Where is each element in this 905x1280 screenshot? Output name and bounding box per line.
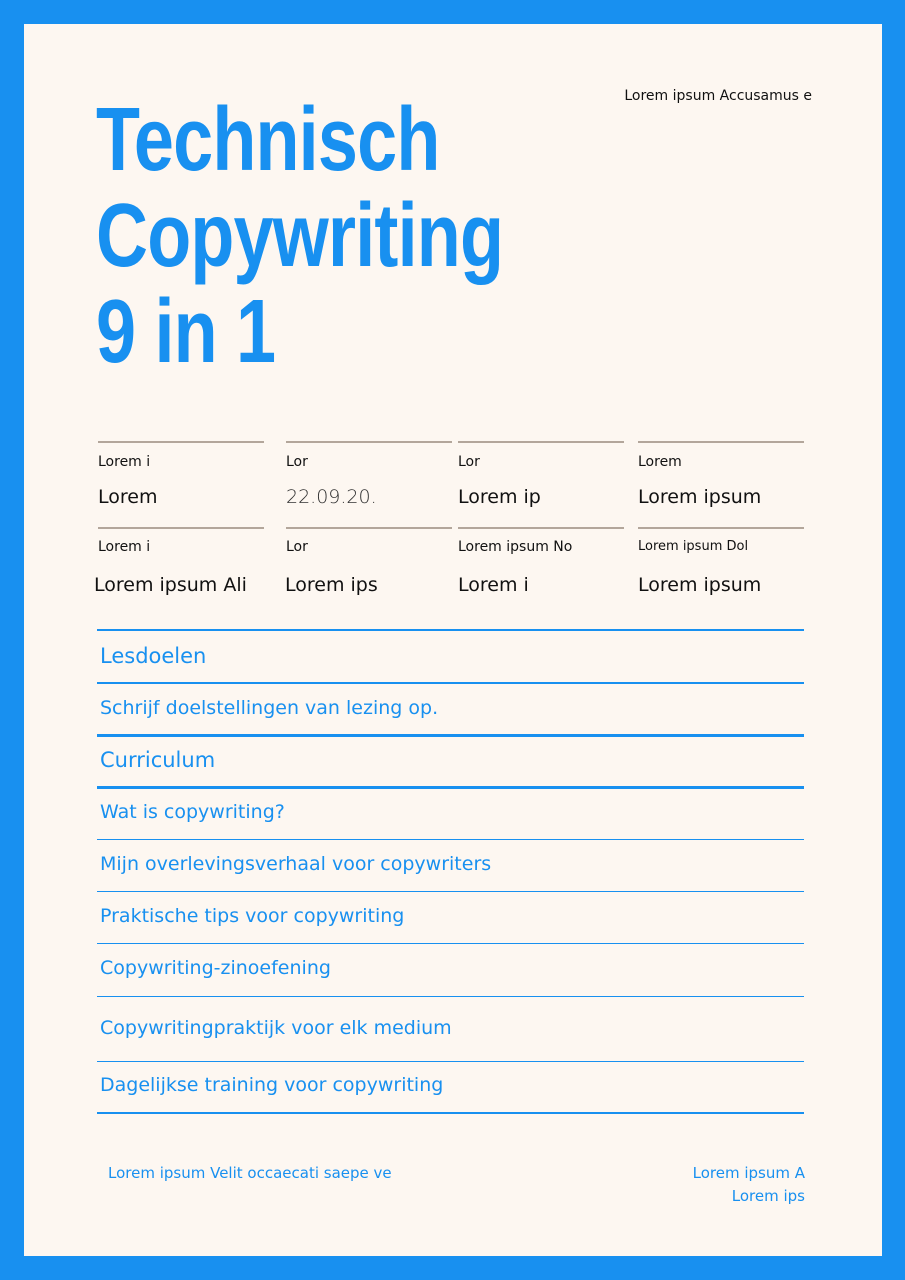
divider [638, 441, 804, 443]
info-value: Lorem ips [285, 574, 378, 596]
title-line: Copywriting [96, 186, 504, 286]
footer-left-text: Lorem ipsum Velit occaecati saepe ve [108, 1164, 392, 1182]
curriculum-item: Dagelijkse training voor copywriting [100, 1074, 444, 1096]
divider [97, 943, 804, 944]
divider [98, 527, 264, 529]
title-line: 9 in 1 [96, 282, 276, 382]
divider [97, 891, 804, 892]
curriculum-item: Praktische tips voor copywriting [100, 905, 405, 927]
info-value: Lorem [98, 486, 158, 508]
page-title [96, 92, 503, 380]
curriculum-item: Copywritingpraktijk voor elk medium [100, 1017, 452, 1039]
info-value-date: 22.09.20. [286, 486, 377, 508]
divider [97, 786, 804, 789]
goals-heading: Lesdoelen [100, 644, 207, 668]
info-label: Lorem i [98, 539, 151, 555]
goals-text: Schrijf doelstellingen van lezing op. [100, 697, 439, 719]
divider [458, 527, 624, 529]
divider [98, 441, 264, 443]
divider [97, 734, 804, 737]
footer-right-line2: Lorem ips [731, 1187, 805, 1205]
info-label: Lorem [638, 454, 682, 470]
info-value: Lorem ip [458, 486, 541, 508]
info-label: Lorem ipsum Dol [638, 539, 749, 554]
info-value: Lorem i [458, 574, 529, 596]
divider [97, 996, 804, 997]
divider [97, 629, 804, 631]
divider [286, 441, 452, 443]
divider [97, 1112, 804, 1114]
divider [97, 839, 804, 840]
info-value: Lorem ipsum Ali [94, 574, 247, 596]
footer-right-line1: Lorem ipsum A [692, 1164, 805, 1182]
divider [638, 527, 804, 529]
info-label: Lor [286, 539, 308, 555]
curriculum-item: Wat is copywriting? [100, 801, 285, 823]
info-value: Lorem ipsum [638, 574, 762, 596]
info-value: Lorem ipsum [638, 486, 762, 508]
divider [97, 1061, 804, 1062]
info-label: Lor [458, 454, 480, 470]
divider [97, 682, 804, 684]
curriculum-heading: Curriculum [100, 748, 216, 772]
divider [286, 527, 452, 529]
divider [458, 441, 624, 443]
title-line: Technisch [96, 90, 440, 190]
info-label: Lorem ipsum No [458, 539, 573, 555]
info-label: Lorem i [98, 454, 151, 470]
curriculum-item: Copywriting-zinoefening [100, 957, 331, 979]
top-right-text: Lorem ipsum Accusamus e [624, 88, 812, 104]
info-label: Lor [286, 454, 308, 470]
curriculum-item: Mijn overlevingsverhaal voor copywriters [100, 853, 492, 875]
